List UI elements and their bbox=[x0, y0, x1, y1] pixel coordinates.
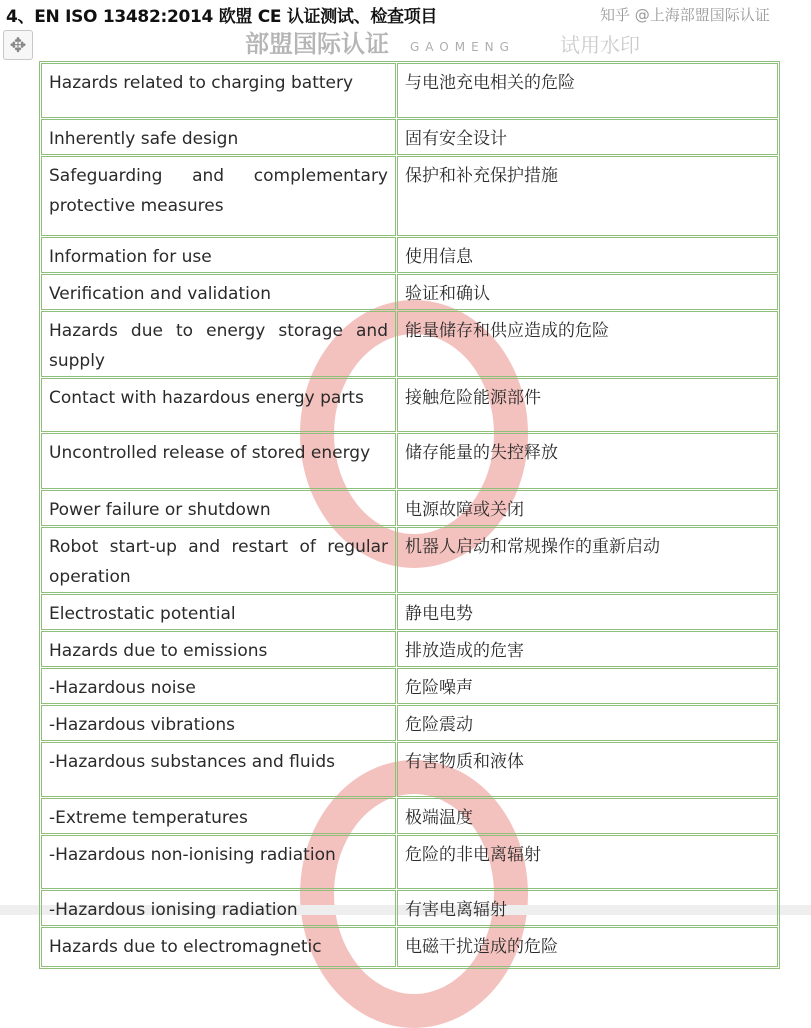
item-english[interactable]: Power failure or shutdown bbox=[41, 490, 396, 526]
item-chinese[interactable]: 固有安全设计 bbox=[397, 119, 778, 155]
item-english[interactable]: -Hazardous ionising radiation bbox=[41, 890, 396, 926]
table-row bbox=[41, 527, 778, 593]
item-english[interactable]: -Hazardous non-ionising radiation bbox=[41, 835, 396, 889]
watermark-zhihu: 知乎 @上海部盟国际认证 bbox=[600, 6, 770, 24]
item-chinese[interactable]: 使用信息 bbox=[397, 237, 778, 273]
item-chinese[interactable]: 验证和确认 bbox=[397, 274, 778, 310]
item-chinese[interactable]: 危险震动 bbox=[397, 705, 778, 741]
table-row bbox=[41, 890, 778, 926]
table-row bbox=[41, 742, 778, 797]
table-row bbox=[41, 798, 778, 834]
item-english[interactable]: Verification and validation bbox=[41, 274, 396, 310]
watermark-brand-en: GAOMENG bbox=[410, 40, 515, 54]
item-chinese[interactable]: 电源故障或关闭 bbox=[397, 490, 778, 526]
table-move-handle[interactable] bbox=[3, 30, 33, 60]
item-english[interactable]: Electrostatic potential bbox=[41, 594, 396, 630]
item-english[interactable]: Uncontrolled release of stored energy bbox=[41, 433, 396, 489]
table-row bbox=[41, 631, 778, 667]
item-english[interactable]: Safeguarding and complementary protective measures bbox=[41, 156, 396, 236]
table-row bbox=[41, 119, 778, 155]
item-english[interactable]: -Extreme temperatures bbox=[41, 798, 396, 834]
item-english[interactable]: -Hazardous vibrations bbox=[41, 705, 396, 741]
table-row bbox=[41, 156, 778, 236]
table-row bbox=[41, 490, 778, 526]
inspection-items-table bbox=[39, 61, 780, 969]
item-chinese[interactable]: 静电电势 bbox=[397, 594, 778, 630]
item-english[interactable]: Inherently safe design bbox=[41, 119, 396, 155]
item-chinese[interactable]: 危险噪声 bbox=[397, 668, 778, 704]
item-english[interactable]: Contact with hazardous energy parts bbox=[41, 378, 396, 432]
item-english[interactable]: Information for use bbox=[41, 237, 396, 273]
item-chinese[interactable]: 储存能量的失控释放 bbox=[397, 433, 778, 489]
table-row bbox=[41, 433, 778, 489]
item-chinese[interactable]: 排放造成的危害 bbox=[397, 631, 778, 667]
item-english[interactable]: Hazards due to emissions bbox=[41, 631, 396, 667]
table-row bbox=[41, 594, 778, 630]
table-row bbox=[41, 274, 778, 310]
watermark-trial: 试用水印 bbox=[560, 33, 640, 57]
move-arrows-icon: ✥ bbox=[9, 33, 27, 57]
table-row bbox=[41, 927, 778, 967]
item-english[interactable]: -Hazardous noise bbox=[41, 668, 396, 704]
item-english[interactable]: -Hazardous substances and fluids bbox=[41, 742, 396, 797]
table-row bbox=[41, 835, 778, 889]
item-chinese[interactable]: 保护和补充保护措施 bbox=[397, 156, 778, 236]
item-chinese[interactable]: 危险的非电离辐射 bbox=[397, 835, 778, 889]
item-chinese[interactable]: 有害电离辐射 bbox=[397, 890, 778, 926]
item-chinese[interactable]: 能量储存和供应造成的危险 bbox=[397, 311, 778, 377]
table-row bbox=[41, 237, 778, 273]
item-english[interactable]: Hazards related to charging battery bbox=[41, 63, 396, 118]
item-chinese[interactable]: 接触危险能源部件 bbox=[397, 378, 778, 432]
table-row bbox=[41, 378, 778, 432]
table-row bbox=[41, 311, 778, 377]
table-row bbox=[41, 705, 778, 741]
item-english[interactable]: Robot start-up and restart of regular operation bbox=[41, 527, 396, 593]
item-english[interactable]: Hazards due to electromagnetic bbox=[41, 927, 396, 967]
item-chinese[interactable]: 极端温度 bbox=[397, 798, 778, 834]
item-chinese[interactable]: 有害物质和液体 bbox=[397, 742, 778, 797]
item-chinese[interactable]: 机器人启动和常规操作的重新启动 bbox=[397, 527, 778, 593]
watermark-brand: 部盟国际认证 bbox=[245, 30, 389, 58]
table-row bbox=[41, 63, 778, 118]
item-chinese[interactable]: 电磁干扰造成的危险 bbox=[397, 927, 778, 967]
table-row bbox=[41, 668, 778, 704]
item-chinese[interactable]: 与电池充电相关的危险 bbox=[397, 63, 778, 118]
item-english[interactable]: Hazards due to energy storage and supply bbox=[41, 311, 396, 377]
section-heading: 4、EN ISO 13482:2014 欧盟 CE 认证测试、检查项目 bbox=[6, 7, 438, 27]
